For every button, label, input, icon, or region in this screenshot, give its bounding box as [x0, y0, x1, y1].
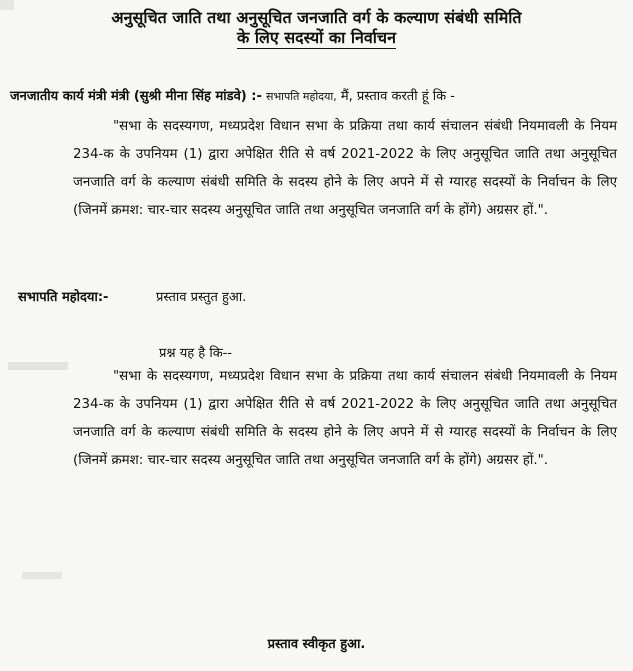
- bleed-mark-2: [22, 572, 62, 579]
- question-text: "सभा के सदस्यगण, मध्यप्रदेश विधान सभा के प्रक्रिया तथा कार्य संचालन संबंधी नियमावली के नियम 234-क के उपनियम (1) द्वारा अपेक्षित रीति से वर्ष 2021-2022 के लिए अनुसूचित जाति तथा अनुसूचित जनजाति वर्ग के कल्याण संबंधी समिति के सदस्य होने के लिए अपने में से ग्यारह सदस्यों के निर्वाचन के लिए (जिनमें क्रमश: चार-चार सदस्य अनुसूचित जाति तथा अनुसूचित जनजाति वर्ग के होंगे) अग्रसर हों.".: [73, 369, 617, 468]
- motion-intro: मैं, प्रस्ताव करती हूं कि -: [336, 89, 455, 104]
- document-title-line-1: अनुसूचित जाति तथा अनुसूचित जनजाति वर्ग के कल्याण संबंधी समिति: [111, 8, 522, 27]
- motion-speaker: जनजातीय कार्य मंत्री मंत्री (सुश्री मीना सिंह मांडवे) :-: [10, 89, 262, 104]
- chair-statement: प्रस्ताव प्रस्तुत हुआ.: [156, 290, 247, 305]
- question-lead: प्रश्न यह है कि--: [159, 346, 233, 361]
- motion-text: "सभा के सदस्यगण, मध्यप्रदेश विधान सभा के प्रक्रिया तथा कार्य संचालन संबंधी नियमावली के नियम 234-क के उपनियम (1) द्वारा अपेक्षित रीति से वर्ष 2021-2022 के लिए अनुसूचित जाति तथा अनुसूचित जनजाति वर्ग के कल्याण संबंधी समिति के सदस्य होने के लिए अपने में से ग्यारह सदस्यों के निर्वाचन के लिए (जिनमें क्रमश: चार-चार सदस्य अनुसूचित जाति तथा अनुसूचित जनजाति वर्ग के होंगे) अग्रसर हों.".: [73, 119, 617, 218]
- document-title-underlined: के लिए सदस्यों का निर्वाचन: [237, 28, 396, 47]
- result-statement: प्रस्ताव स्वीकृत हुआ.: [267, 637, 366, 652]
- bleed-mark-1: [8, 362, 68, 370]
- motion-address: सभापति महोदया,: [266, 90, 337, 103]
- bleed-mark-3: [0, 0, 14, 10]
- chair-speaker: सभापति महोदया:-: [18, 290, 109, 305]
